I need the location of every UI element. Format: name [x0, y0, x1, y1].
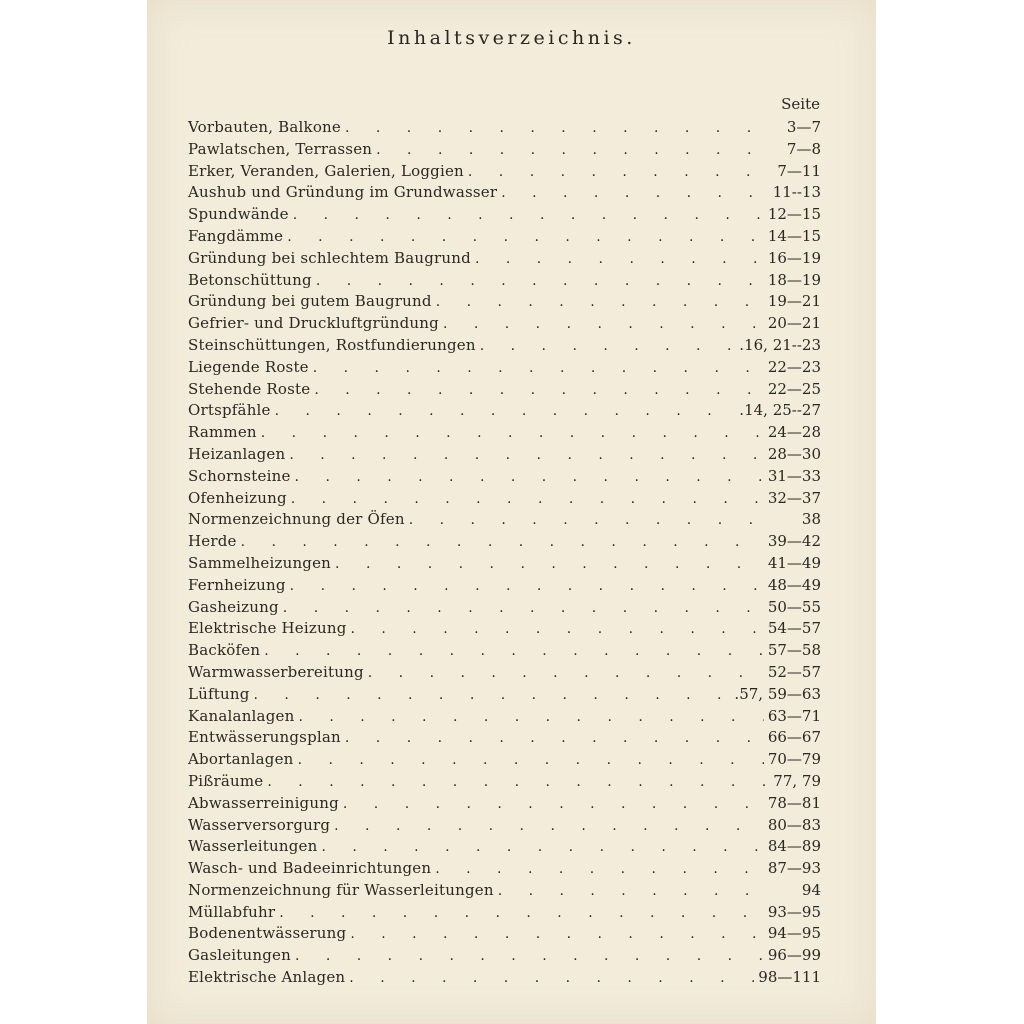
dot-leader: [287, 227, 764, 249]
toc-entry-pages: 77, 79: [773, 771, 821, 790]
toc-entry-pages: 22—23: [767, 357, 821, 376]
toc-entry-pages: .14, 25--27: [739, 401, 821, 420]
toc-entry-label: Liegende Roste: [188, 357, 309, 376]
toc-entry: [188, 597, 821, 619]
toc-entry-label: Warmwasserbereitung: [188, 662, 364, 681]
book-page: [147, 0, 876, 1024]
dot-leader: [279, 903, 764, 925]
toc-entry-label: Schornsteine: [188, 466, 291, 485]
toc-entry-label: Fernheizung: [188, 575, 286, 594]
toc-entry-pages: 94—95: [767, 924, 821, 943]
dot-leader: [468, 162, 771, 184]
dot-leader: [436, 292, 764, 314]
toc-entry-label: Sammelheizungen: [188, 553, 332, 572]
dot-leader: [275, 401, 736, 423]
toc-entry: [188, 793, 821, 815]
toc-entry: [188, 531, 821, 553]
toc-entry-pages: 41—49: [767, 553, 821, 572]
toc-entry-label: Gefrier- und Druckluftgründung: [188, 314, 439, 333]
toc-entry-pages: 48—49: [767, 575, 821, 594]
toc-entry-label: Gasleitungen: [188, 946, 291, 965]
toc-entry-label: Wasserleitungen: [188, 837, 318, 856]
dot-leader: [368, 663, 764, 685]
toc-entry: [188, 902, 821, 924]
toc-entry: [188, 836, 821, 858]
toc-entry-label: Ortspfähle: [188, 401, 271, 420]
toc-entry-label: Ofenheizung: [188, 488, 287, 507]
dot-leader: [349, 968, 754, 990]
toc-entry-label: Lüftung: [188, 684, 250, 703]
toc-entry-label: Wasch- und Badeeinrichtungen: [188, 859, 432, 878]
toc-entry-label: Spundwände: [188, 205, 289, 224]
dot-leader: [298, 707, 763, 729]
dot-leader: [267, 772, 769, 794]
toc-entry: [188, 248, 821, 270]
table-of-contents: [188, 117, 821, 989]
toc-entry-pages: 7—11: [777, 161, 821, 180]
toc-entry-label: Betonschüttung: [188, 270, 312, 289]
toc-entry-label: Gründung bei gutem Baugrund: [188, 292, 432, 311]
dot-leader: [443, 314, 764, 336]
toc-entry: [188, 575, 821, 597]
toc-entry: [188, 488, 821, 510]
dot-leader: [351, 619, 764, 641]
toc-entry: [188, 749, 821, 771]
dot-leader: [345, 118, 771, 140]
dot-leader: [293, 205, 764, 227]
toc-entry-label: Pißräume: [188, 771, 264, 790]
toc-entry-label: Vorbauten, Balkone: [188, 118, 341, 136]
toc-entry: [188, 553, 821, 575]
toc-entry: [188, 139, 821, 161]
dot-leader: [289, 445, 763, 467]
dot-leader: [335, 554, 764, 576]
toc-entry-pages: 16—19: [767, 248, 821, 267]
toc-entry-pages: 70—79: [767, 750, 821, 769]
toc-entry-pages: 24—28: [767, 423, 821, 442]
toc-entry-pages: 32—37: [767, 488, 821, 507]
toc-entry: [188, 161, 821, 183]
dot-leader: [480, 336, 736, 358]
toc-entry: [188, 706, 821, 728]
dot-leader: [475, 249, 764, 271]
toc-entry-label: Wasserversorgurg: [188, 815, 331, 834]
toc-entry-pages: 66—67: [767, 728, 821, 747]
toc-entry-label: Entwässerungsplan: [188, 728, 341, 747]
dot-leader: [343, 794, 764, 816]
toc-entry: [188, 466, 821, 488]
toc-entry-label: Erker, Veranden, Galerien, Loggien: [188, 161, 464, 180]
toc-entry: [188, 923, 821, 945]
toc-entry: [188, 684, 821, 706]
dot-leader: [376, 140, 771, 162]
toc-entry-label: Abwasserreinigung: [188, 793, 339, 812]
dot-leader: [313, 358, 764, 380]
toc-entry-pages: 19—21: [767, 292, 821, 311]
toc-entry-label: Gasheizung: [188, 597, 279, 616]
dot-leader: [314, 380, 763, 402]
toc-entry-label: Müllabfuhr: [188, 902, 276, 921]
toc-entry: [188, 444, 821, 466]
toc-entry-pages: 98—111: [758, 968, 821, 987]
toc-entry-pages: 63—71: [767, 706, 821, 725]
toc-entry: [188, 618, 821, 640]
dot-leader: [409, 510, 771, 532]
toc-entry-label: Normenzeichnung für Wasserleitungen: [188, 880, 494, 899]
dot-leader: [345, 728, 764, 750]
dot-leader: [498, 881, 771, 903]
dot-leader: [435, 859, 764, 881]
toc-entry-pages: 31—33: [767, 466, 821, 485]
toc-entry: [188, 640, 821, 662]
toc-entry-pages: 38: [801, 510, 821, 529]
toc-entry-label: Backöfen: [188, 641, 261, 660]
toc-entry-label: Rammen: [188, 423, 257, 442]
toc-entry-label: Bodenentwässerung: [188, 924, 347, 943]
toc-entry-pages: 12—15: [767, 205, 821, 224]
toc-entry: [188, 967, 821, 989]
toc-entry-pages: 7—8: [786, 139, 821, 158]
toc-entry: [188, 379, 821, 401]
dot-leader: [254, 685, 731, 707]
dot-leader: [316, 271, 764, 293]
toc-entry-label: Fangdämme: [188, 226, 284, 245]
toc-entry: [188, 815, 821, 837]
dot-leader: [501, 183, 768, 205]
toc-entry: [188, 270, 821, 292]
toc-entry: [188, 204, 821, 226]
toc-entry-label: Gründung bei schlechtem Baugrund: [188, 248, 471, 267]
dot-leader: [350, 924, 764, 946]
toc-entry-label: Steinschüttungen, Rostfundierungen: [188, 335, 476, 354]
toc-entry-pages: 57—58: [767, 641, 821, 660]
toc-entry-pages: 20—21: [767, 314, 821, 333]
toc-entry: [188, 880, 821, 902]
page-title: Inhaltsverzeichnis.: [387, 27, 636, 49]
toc-entry-label: Kanalanlagen: [188, 706, 295, 725]
toc-entry: [188, 945, 821, 967]
toc-entry-label: Normenzeichnung der Öfen: [188, 510, 405, 529]
toc-entry-label: Stehende Roste: [188, 379, 311, 398]
toc-entry-label: Abortanlagen: [188, 750, 294, 769]
toc-entry-pages: 54—57: [767, 619, 821, 638]
toc-entry: [188, 357, 821, 379]
dot-leader: [264, 641, 764, 663]
toc-entry: [188, 291, 821, 313]
toc-entry: [188, 117, 821, 139]
dot-leader: [290, 576, 764, 598]
toc-entry-pages: .57, 59—63: [734, 684, 821, 703]
toc-entry-label: Herde: [188, 532, 237, 551]
dot-leader: [283, 598, 764, 620]
toc-entry-pages: 18—19: [767, 270, 821, 289]
toc-entry-pages: 80—83: [767, 815, 821, 834]
toc-entry-pages: 52—57: [767, 662, 821, 681]
toc-entry: [188, 422, 821, 444]
toc-entry: [188, 400, 821, 422]
toc-entry-pages: 93—95: [767, 902, 821, 921]
toc-entry: [188, 335, 821, 357]
toc-entry-pages: 94: [801, 880, 821, 899]
toc-entry-pages: 84—89: [767, 837, 821, 856]
toc-entry-pages: 39—42: [767, 532, 821, 551]
toc-entry-pages: 78—81: [767, 793, 821, 812]
toc-entry-label: Heizanlagen: [188, 444, 286, 463]
toc-entry-label: Aushub und Gründung im Grundwasser: [188, 183, 498, 202]
dot-leader: [334, 816, 764, 838]
toc-entry-pages: 87—93: [767, 859, 821, 878]
toc-entry: [188, 858, 821, 880]
dot-leader: [295, 946, 764, 968]
dot-leader: [261, 423, 764, 445]
toc-entry-pages: 3—7: [786, 118, 821, 136]
toc-entry-label: Elektrische Anlagen: [188, 968, 346, 987]
toc-entry-pages: 50—55: [767, 597, 821, 616]
toc-entry-label: Elektrische Heizung: [188, 619, 347, 638]
toc-entry: [188, 509, 821, 531]
toc-entry-pages: 22—25: [767, 379, 821, 398]
dot-leader: [295, 467, 764, 489]
toc-entry-pages: .16, 21--23: [739, 335, 821, 354]
dot-leader: [241, 532, 764, 554]
dot-leader: [298, 750, 764, 772]
toc-entry-label: Pawlatschen, Terrassen: [188, 139, 373, 158]
toc-entry-pages: 11--13: [772, 183, 821, 202]
toc-entry: [188, 771, 821, 793]
page-column-header: Seite: [781, 95, 820, 113]
toc-entry: [188, 662, 821, 684]
dot-leader: [321, 837, 763, 859]
toc-entry-pages: 96—99: [767, 946, 821, 965]
toc-entry: [188, 226, 821, 248]
toc-entry: [188, 313, 821, 335]
toc-entry: [188, 182, 821, 204]
toc-entry: [188, 727, 821, 749]
toc-entry-pages: 14—15: [767, 226, 821, 245]
dot-leader: [291, 489, 764, 511]
toc-entry-pages: 28—30: [767, 444, 821, 463]
